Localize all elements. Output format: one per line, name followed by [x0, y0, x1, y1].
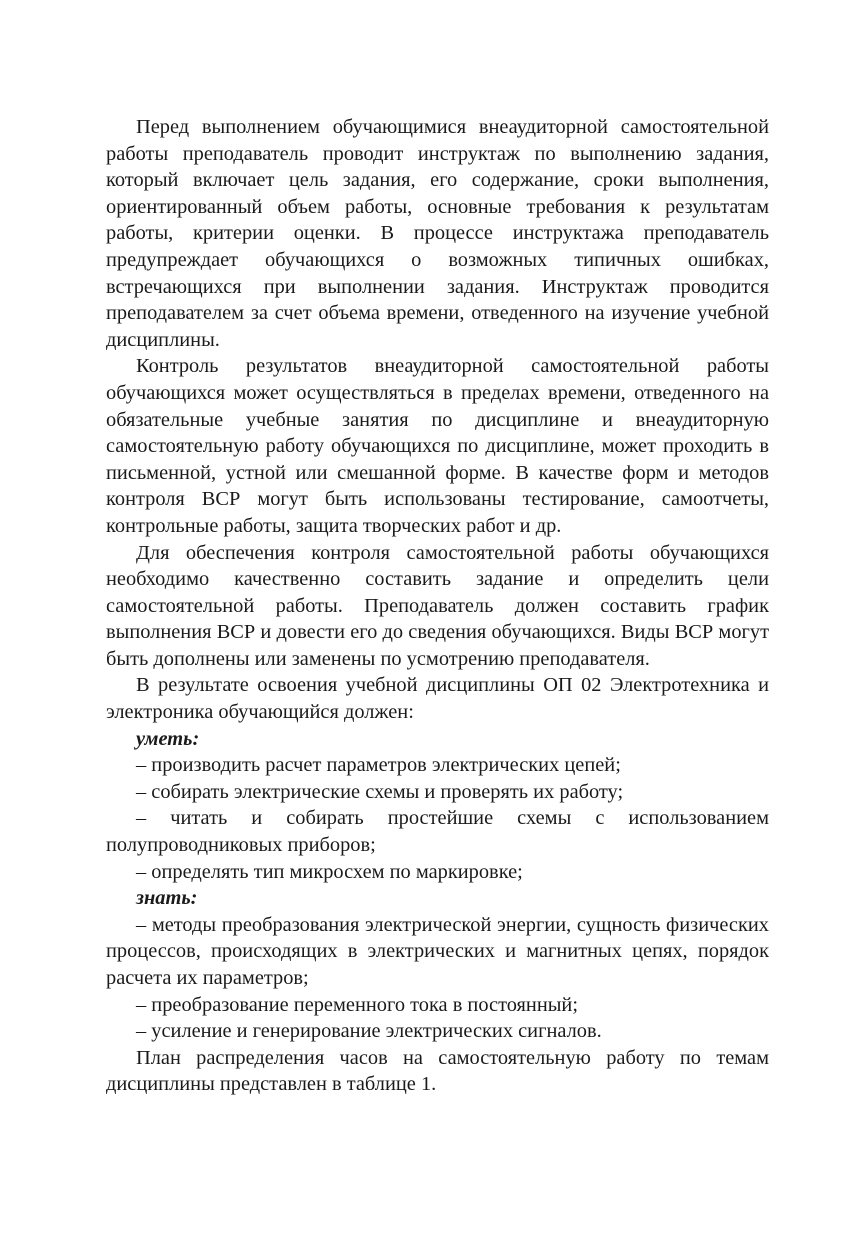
- knowledge-label: знать:: [136, 887, 198, 910]
- skills-item: – производить расчет параметров электрических цепей;: [136, 754, 621, 777]
- skills-item: – собирать электрические схемы и проверять их работу;: [136, 780, 624, 803]
- skills-item: – определять тип микросхем по маркировке;: [136, 860, 523, 883]
- knowledge-item: – преобразование переменного тока в постоянный;: [136, 993, 579, 1016]
- paragraph-learning-outcomes: В результате освоения учебной дисциплины ОП 02 Электротехника и электроника обучающийся должен:: [106, 674, 769, 724]
- knowledge-item: – усиление и генерирование электрических сигналов.: [136, 1020, 602, 1043]
- paragraph-closing: План распределения часов на самостоятельную работу по темам дисциплины представлен в таблице 1.: [106, 1046, 769, 1096]
- paragraph-instruction: Перед выполнением обучающимися внеаудиторной самостоятельной работы преподаватель проводит инструктаж по выполнению задания, который включает цель задания, его содержание, сроки выполнения, ориентированный объем работы, основные требования к результатам работы, критерии оценки. В процессе инструктажа преподаватель предупреждает обучающихся о возможных типичных ошибках, встречающихся при выполнении задания. Инструктаж проводится преподавателем за счет объема времени, отведенного на изучение учебной дисциплины.: [106, 116, 769, 351]
- paragraph-task-setting: Для обеспечения контроля самостоятельной работы обучающихся необходимо качественно составить задание и определить цели самостоятельной работы. Преподаватель должен составить график выполнения ВСР и довести его до сведения обучающихся. Виды ВСР могут быть дополнены или заменены по усмотрению преподавателя.: [106, 541, 769, 670]
- paragraph-control: Контроль результатов внеаудиторной самостоятельной работы обучающихся может осуществляться в пределах времени, отведенного на обязательные учебные занятия по дисциплине и внеаудиторную самостоятельную работу обучающихся по дисциплине, может проходить в письменной, устной или смешанной форме. В качестве форм и методов контроля ВСР могут быть использованы тестирование, самоотчеты, контрольные работы, защита творческих работ и др.: [106, 355, 769, 537]
- skills-label: уметь:: [136, 727, 200, 750]
- skills-item: – читать и собирать простейшие схемы с использованием полупроводниковых приборов;: [106, 807, 769, 857]
- knowledge-item: – методы преобразования электрической энергии, сущность физических процессов, происходящих в электрических и магнитных цепях, порядок расчета их параметров;: [106, 913, 769, 989]
